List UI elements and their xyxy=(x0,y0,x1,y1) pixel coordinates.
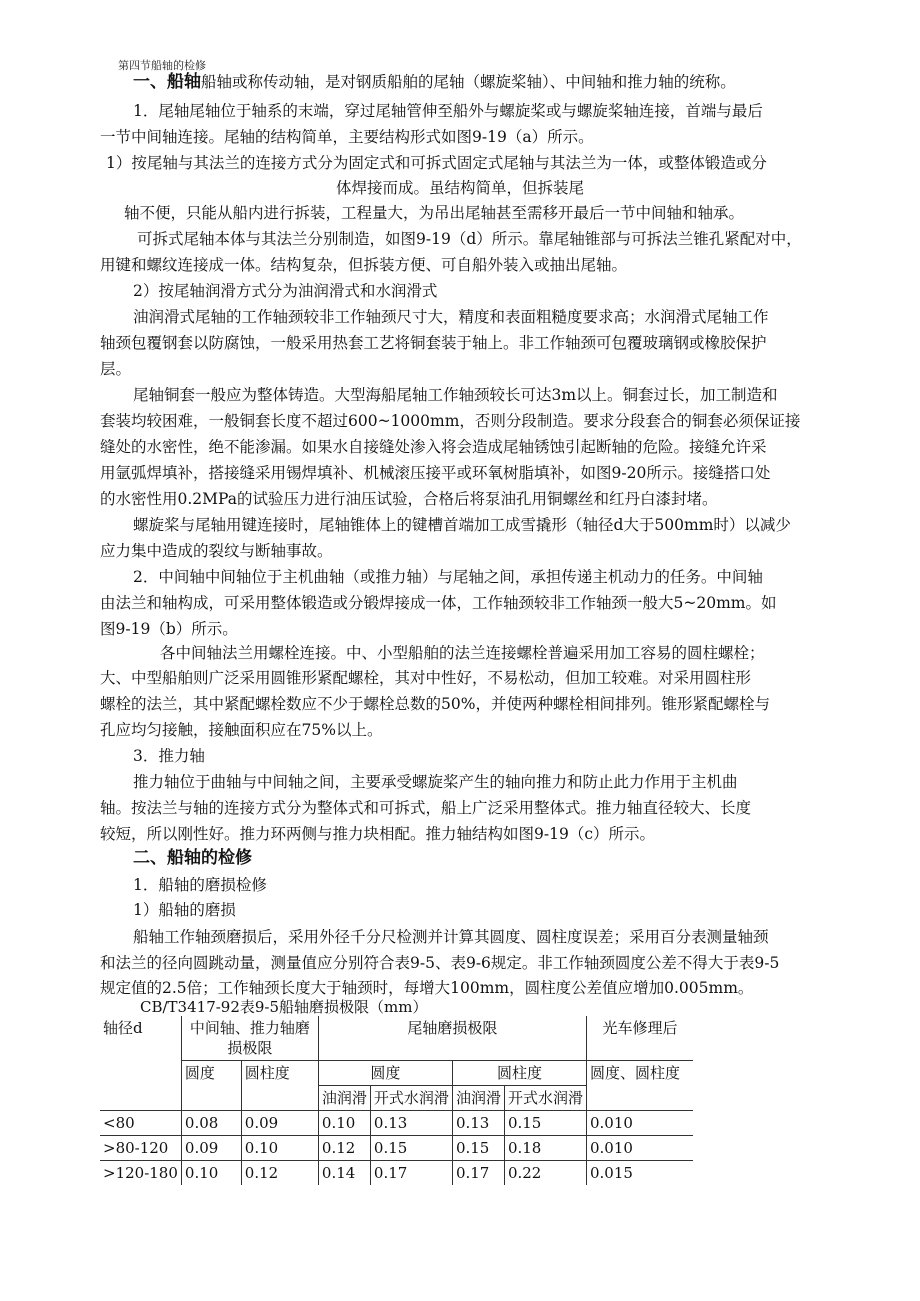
paragraph-line: 1）船轴的磨损 xyxy=(133,901,236,919)
header-tail-cyl: 圆柱度 xyxy=(452,1061,586,1086)
paragraph-line: 推力轴位于曲轴与中间轴之间，主要承受螺旋桨产生的轴向推力和防止此力作用于主机曲 xyxy=(133,773,738,791)
header-oil: 油润滑 xyxy=(318,1086,370,1111)
paragraph-line: 2．中间轴中间轴位于主机曲轴（或推力轴）与尾轴之间，承担传递主机动力的任务。中间轴 xyxy=(133,568,763,586)
header-oil: 油润滑 xyxy=(452,1086,504,1111)
header-round-cyl: 圆度、圆柱度 xyxy=(586,1061,693,1111)
paragraph-line: 尾轴铜套一般应为整体铸造。大型海船尾轴工作轴颈较长可达3m以上。铜套过长，加工制造和 xyxy=(133,386,778,404)
table-row: <80 0.08 0.09 0.10 0.13 0.13 0.15 0.010 xyxy=(100,1111,693,1136)
page-header: 第四节船轴的检修 xyxy=(118,59,206,72)
paragraph-line: 1．尾轴尾轴位于轴系的末端，穿过尾轴管伸至船外与螺旋桨或与螺旋桨轴连接，首端与最后 xyxy=(133,102,763,120)
paragraph-line: 应力集中造成的裂纹与断轴事故。 xyxy=(100,542,333,560)
paragraph-line: 螺旋桨与尾轴用键连接时，尾轴锥体上的键槽首端加工成雪撬形（轴径d大于500mm时）以减少 xyxy=(133,516,791,534)
paragraph-line: 螺栓的法兰，其中紧配螺栓数应不少于螺栓总数的50%，并使两种螺栓相间排列。锥形紧配螺栓与 xyxy=(100,695,770,713)
paragraph-line: 船轴工作轴颈磨损后，采用外径千分尺检测并计算其圆度、圆柱度误差；采用百分表测量轴颈 xyxy=(133,928,769,946)
paragraph-line: 3．推力轴 xyxy=(133,747,205,765)
paragraph-line: 的水密性用0.2MPa的试验压力进行油压试验，合格后将泵油孔用铜螺丝和红丹白漆封堵。 xyxy=(100,490,718,508)
paragraph-line: 轴不便，只能从船内进行拆装，工程量大，为吊出尾轴甚至需移开最后一节中间轴和轴承。 xyxy=(124,204,745,222)
header-mid-shaft: 中间轴、推力轴磨损极限 xyxy=(181,1016,318,1061)
paragraph-line: 由法兰和轴构成，可采用整体锻造或分锻焊接成一体，工作轴颈较非工作轴颈一般大5~20mm。如 xyxy=(100,594,777,612)
paragraph-line: 缝处的水密性，绝不能渗漏。如果水自接缝处渗入将会造成尾轴锈蚀引起断轴的危险。接缝允许采 xyxy=(100,438,767,456)
paragraph-line: 1．船轴的磨损检修 xyxy=(133,876,267,894)
paragraph-line: 层。 xyxy=(100,360,132,378)
table-row: >80-120 0.09 0.10 0.12 0.15 0.15 0.18 0.010 xyxy=(100,1136,693,1161)
paragraph-line: 可拆式尾轴本体与其法兰分别制造，如图9-19（d）所示。靠尾轴锥部与可拆法兰锥孔紧配对中， xyxy=(137,230,802,248)
header-after-repair: 光车修理后 xyxy=(586,1016,693,1061)
header-mid-roundness: 圆度 xyxy=(181,1061,241,1111)
section-heading: 二、船轴的检修 xyxy=(133,848,252,868)
paragraph-line: 一节中间轴连接。尾轴的结构简单，主要结构形式如图9-19（a）所示。 xyxy=(100,128,594,146)
paragraph-line: 轴颈包覆钢套以防腐蚀，一般采用热套工艺将铜套装于轴上。非工作轴颈可包覆玻璃钢或橡胶保护 xyxy=(100,334,767,352)
paragraph-line: 套装均较困难，一般铜套长度不超过600~1000mm，否则分段制造。要求分段套合的铜套必须保证接 xyxy=(100,412,801,430)
paragraph-line: 轴。按法兰与轴的连接方式分为整体式和可拆式，船上广泛采用整体式。推力轴直径较大、长度 xyxy=(100,799,752,817)
paragraph-line: 大、中型船舶则广泛采用圆锥形紧配螺栓，其对中性好，不易松动，但加工较难。对采用圆柱形 xyxy=(100,669,752,687)
header-water: 开式水润滑 xyxy=(504,1086,586,1111)
paragraph-line: 规定值的2.5倍；工作轴颈长度大于轴颈时，每增大100mm，圆柱度公差值应增加0.005mm。 xyxy=(100,979,754,997)
section-heading: 一、船轴 xyxy=(133,72,201,92)
paragraph-line: 油润滑式尾轴的工作轴颈较非工作轴颈尺寸大，精度和表面粗糙度要求高；水润滑式尾轴工作 xyxy=(133,308,769,326)
paragraph-line: 较短，所以刚性好。推力环两侧与推力块相配。推力轴结构如图9-19（c）所示。 xyxy=(100,825,656,843)
table-caption: CB/T3417-92表9-5船轴磨损极限（mm） xyxy=(140,998,428,1016)
paragraph-line: 和法兰的径向圆跳动量，测量值应分别符合表9-5、表9-6规定。非工作轴颈圆度公差不得大于表9-5 xyxy=(100,954,780,972)
header-diameter: 轴径d xyxy=(103,1019,143,1037)
header-tail-shaft: 尾轴磨损极限 xyxy=(318,1016,586,1061)
paragraph-line: 各中间轴法兰用螺栓连接。中、小型船舶的法兰连接螺栓普遍采用加工容易的圆柱螺栓； xyxy=(160,644,765,662)
paragraph-line: 图9-19（b）所示。 xyxy=(100,620,238,638)
header-water: 开式水润滑 xyxy=(370,1086,452,1111)
paragraph-line: 用键和螺纹连接成一体。结构复杂，但拆装方便、可自船外装入或抽出尾轴。 xyxy=(100,256,628,274)
header-mid-cyl: 圆柱度 xyxy=(241,1061,318,1111)
paragraph-line: 2）按尾轴润滑方式分为油润滑式和水润滑式 xyxy=(133,282,438,300)
paragraph-line: 孔应均匀接触，接触面积应在75%以上。 xyxy=(100,721,383,739)
table-row: >120-180 0.10 0.12 0.14 0.17 0.17 0.22 0.015 xyxy=(100,1161,693,1186)
paragraph-line: 一、船轴船轴或称传动轴，是对钢质船舶的尾轴（螺旋桨轴）、中间轴和推力轴的统称。 xyxy=(133,72,736,92)
paragraph-line: 用氩弧焊填补，搭接缝采用锡焊填补、机械滚压接平或环氧树脂填补，如图9-20所示。接缝搭口处 xyxy=(100,464,771,482)
paragraph-line: 1）按尾轴与其法兰的连接方式分为固定式和可拆式固定式尾轴与其法兰为一体，或整体锻造或分 xyxy=(106,154,767,172)
paragraph-line: 体焊接而成。虽结构简单，但拆装尾 xyxy=(335,179,584,197)
header-tail-roundness: 圆度 xyxy=(318,1061,452,1086)
wear-limit-table xyxy=(100,1016,693,1185)
